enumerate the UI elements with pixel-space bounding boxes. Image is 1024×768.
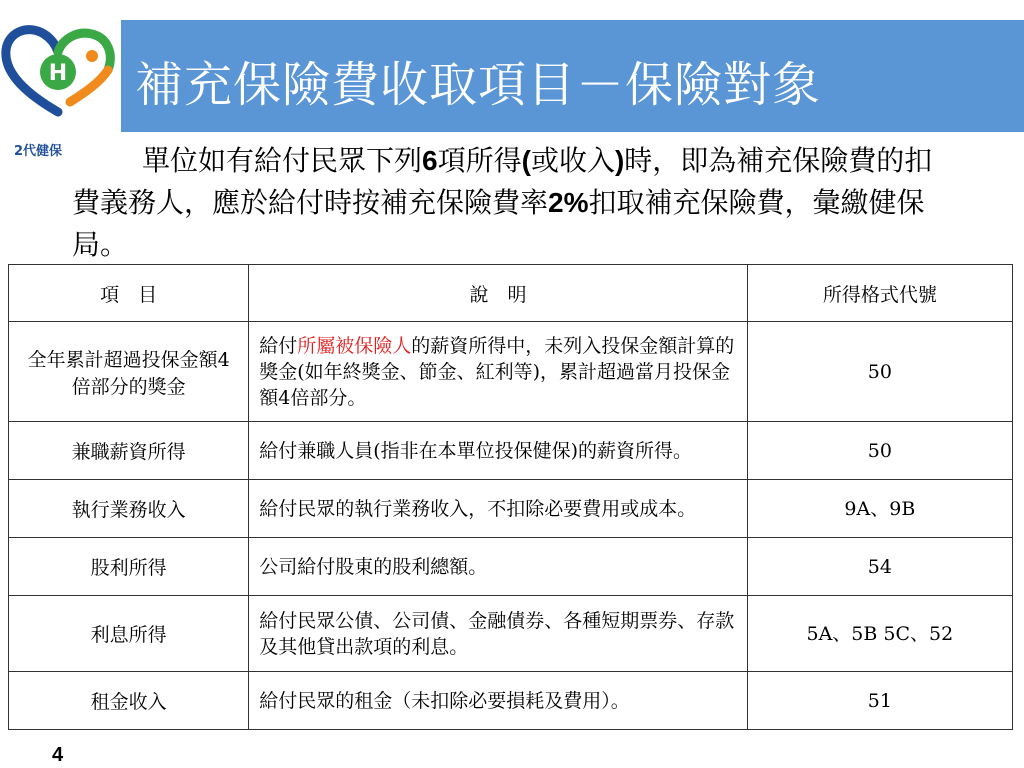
- row-item: 兼職薪資所得: [9, 422, 249, 480]
- page-number: 4: [52, 744, 64, 766]
- intro-paragraph: [72, 140, 952, 266]
- header-code: 所得格式代號: [747, 265, 1012, 322]
- page-title: 補充保險費收取項目－保險對象: [135, 57, 822, 113]
- row-description: 給付民眾的租金（未扣除必要損耗及費用）。: [249, 672, 747, 730]
- row-code: 50: [747, 322, 1012, 422]
- intro-rate: 2%: [548, 187, 589, 218]
- row-item: 租金收入: [9, 672, 249, 730]
- intro-part3: 或收入: [530, 144, 615, 177]
- heart-logo-icon: [0, 20, 118, 120]
- row-description: 公司給付股東的股利總額。: [249, 538, 747, 596]
- row-code: 5A、5B 5C、52: [747, 596, 1012, 672]
- row-description: 給付民眾公債、公司債、金融債券、各種短期票券、存款及其他貸出款項的利息。: [249, 596, 747, 672]
- table-header-row: [9, 265, 1013, 322]
- table-row: [9, 422, 1013, 480]
- row-code: 54: [747, 538, 1012, 596]
- desc-text-post: 的薪資所得中，未列入投保金額計算的獎金(如年終獎金、節金、紅利等)，累計超過當月投保金額4倍部分。: [259, 334, 735, 409]
- header-item: 項 目: [9, 265, 249, 322]
- svg-text:H: H: [48, 61, 68, 86]
- row-description: 給付民眾的執行業務收入，不扣除必要費用或成本。: [249, 480, 747, 538]
- intro-paren-close: ): [614, 145, 625, 176]
- intro-part2: 項所得: [437, 144, 522, 177]
- intro-part4: 時，即為補充保險費的扣費義務人，應於給付時按補充保險費率: [72, 144, 933, 219]
- row-code: 50: [747, 422, 1012, 480]
- row-item: 股利所得: [9, 538, 249, 596]
- table-row: [9, 596, 1013, 672]
- row-item: 全年累計超過投保金額4倍部分的獎金: [9, 322, 249, 422]
- logo-caption: 2代健保: [14, 144, 63, 159]
- row-description: [249, 322, 747, 422]
- header-description: 說 明: [249, 265, 747, 322]
- row-code: 9A、9B: [747, 480, 1012, 538]
- table-row: [9, 322, 1013, 422]
- intro-part1: 單位如有給付民眾下列: [142, 144, 423, 177]
- row-description: 給付兼職人員(指非在本單位投保健保)的薪資所得。: [249, 422, 747, 480]
- table-row: [9, 538, 1013, 596]
- table-row: [9, 480, 1013, 538]
- nhi-logo: [0, 20, 118, 159]
- income-items-table: [8, 264, 1013, 730]
- title-bar: [121, 20, 1024, 132]
- intro-part5: 扣取補充保險費，彙繳健保局。: [72, 186, 925, 261]
- intro-count: 6: [422, 145, 438, 176]
- desc-text: 給付: [259, 334, 298, 357]
- desc-highlight: 所屬被保險人: [297, 334, 412, 357]
- table-row: [9, 672, 1013, 730]
- row-item: 執行業務收入: [9, 480, 249, 538]
- row-code: 51: [747, 672, 1012, 730]
- row-item: 利息所得: [9, 596, 249, 672]
- intro-paren-open: (: [521, 145, 531, 176]
